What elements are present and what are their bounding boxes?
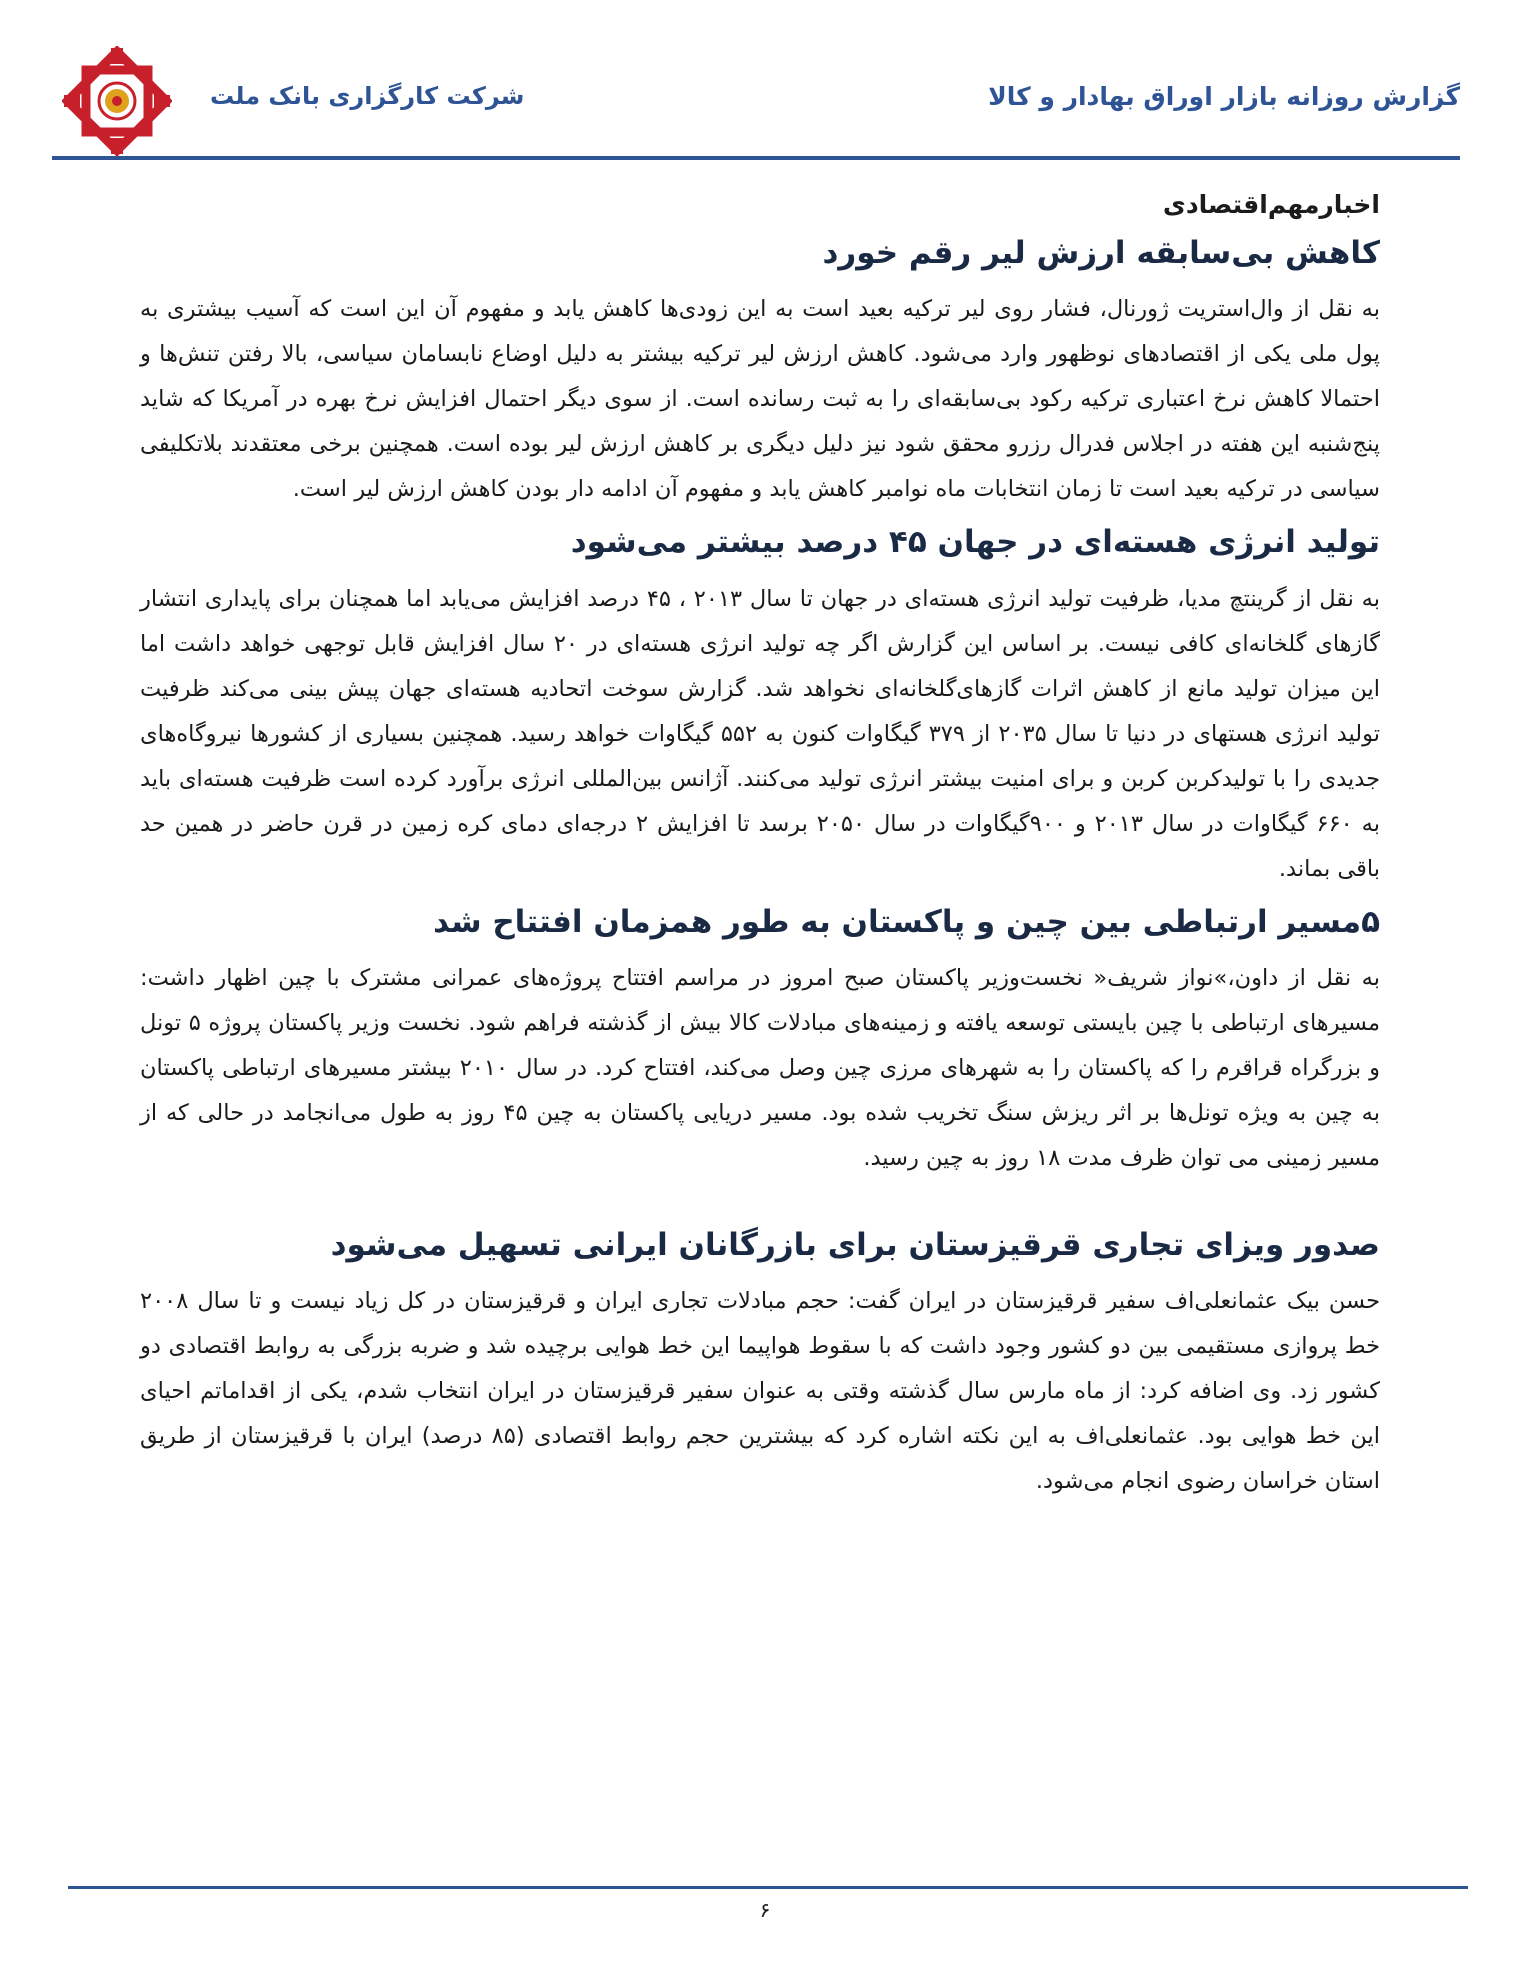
news-title: تولید انرژی هسته‌ای در جهان ۴۵ درصد بیشتر می‌شود <box>570 524 1380 561</box>
news-body: به نقل از گرینتچ مدیا، ظرفیت تولید انرژی هسته‌ای در جهان تا سال ۲۰۱۳ ، ۴۵ درصد افزایش می‌یابد اما همچنان برای پایداری انتشار گازهای گلخانه‌ای کافی نیست. بر اساس این گزارش اگر چه تولید انرژی هسته‌ای در ۲۰ سال افزایش قابل توجهی خواهد داشت اما این میزان تولید مانع از کاهش اثرات گازهای‌گلخانه‌ای نخواهد شد. گزارش سوخت اتحادیه هسته‌ای جهان پیش بینی می‌کند ظرفیت تولید انرژی هستهای در دنیا تا سال ۲۰۳۵ از ۳۷۹ گیگاوات کنون به ۵۵۲ گیگاوات خواهد رسید. همچنین بسیاری از کشورها نیروگاه‌های جدیدی را با تولیدکربن کربن و برای امنیت بیشتر انرژی تولید می‌کنند. آژانس بین‌المللی انرژی برآورد کرده است ظرفیت هسته‌ای باید به ۶۶۰ گیگاوات در سال ۲۰۱۳ و ۹۰۰گیگاوات در سال ۲۰۵۰ برسد تا افزایش ۲ درجه‌ای دمای کره زمین در قرن حاضر در همین حد باقی بماند. <box>140 585 1381 882</box>
section-label: اخبارمهم‌اقتصادی <box>1162 190 1380 219</box>
news-body: حسن بیک عثمانعلی‌اف سفیر قرقیزستان در ایران گفت: حجم مبادلات تجاری ایران و قرقیزستان در کل زیاد نیست و تا سال ۲۰۰۸ خط پروازی مستقیمی بین دو کشور وجود داشت که با سقوط هواپیما این خط هوایی برچیده شد و ضربه بزرگی به روابط اقتصادی دو کشور زد. وی اضافه کرد: از ماه مارس سال گذشته وقتی به عنوان سفیر قرقیزستان در ایران انتخاب شدم، یکی از اقداماتم احیای این خط هوایی بود. عثمانعلی‌اف به این نکته اشاره کرد که بیشترین حجم روابط اقتصادی (۸۵ درصد) ایران با قرقیزستان از طریق استان خراسان رضوی انجام می‌شود. <box>140 1288 1380 1495</box>
page-header <box>50 40 1460 160</box>
news-article <box>140 902 1380 1181</box>
report-title: گزارش روزانه بازار اوراق بهادار و کالا <box>988 82 1460 111</box>
company-name: شرکت کارگزاری بانک ملت <box>210 82 525 110</box>
news-title: صدور ویزای تجاری قرقیزستان برای بازرگانان ایرانی تسهیل می‌شود <box>330 1226 1380 1263</box>
page-number: ۶ <box>759 1898 771 1922</box>
news-article <box>140 522 1380 891</box>
news-article <box>140 233 1380 512</box>
news-title: ۵مسیر ارتباطی بین چین و پاکستان به طور همزمان افتتاح شد <box>433 903 1380 940</box>
news-body: به نقل از داون،»نواز شریف« نخست‌وزیر پاکستان صبح امروز در مراسم افتتاح پروژه‌های عمرانی مشترک با چین اظهار داشت: مسیرهای ارتباطی با چین بایستی توسعه یافته و زمینه‌های مبادلات کالا بیش از گذشته فراهم شود. نخست وزیر پاکستان پروژه ۵ تونل و بزرگراه قراقرم را که پاکستان را به شهرهای مرزی چین وصل می‌کند، افتتاح کرد. در سال ۲۰۱۰ بیشتر مسیرهای ارتباطی پاکستان به چین به ویژه تونل‌ها بر اثر ریزش سنگ تخریب شده بود. مسیر دریایی پاکستان به چین ۴۵ روز به طول می‌انجامد در حالی که از مسیر زمینی می توان ظرف مدت ۱۸ روز به چین رسید. <box>140 964 1381 1171</box>
spacer <box>140 1191 1380 1225</box>
footer-divider <box>68 1886 1468 1889</box>
bank-mellat-logo-icon <box>62 46 172 156</box>
header-divider <box>52 156 1460 160</box>
news-article <box>140 1225 1380 1504</box>
news-title: کاهش بی‌سابقه ارزش لیر رقم خورد <box>822 235 1380 271</box>
page-content <box>140 190 1380 1514</box>
news-body: به نقل از وال‌استریت ژورنال، فشار روی لیر ترکیه بعید است به این زودی‌ها کاهش یابد و مفهوم آن این است که آسیب بیشتری به پول ملی یکی از اقتصادهای نوظهور وارد می‌شود. کاهش ارزش لیر ترکیه بیشتر به دلیل اوضاع نابسامان سیاسی، بالا رفتن تنش‌ها و احتمالا کاهش نرخ اعتباری ترکیه رکود بی‌سابقه‌ای را به ثبت رسانده است. از سوی دیگر احتمال افزایش نرخ بهره در آمریکا که شاید پنج‌شنبه این هفته در اجلاس فدرال رزرو محقق شود نیز دلیل دیگری بر کاهش ارزش لیر بوده است. همچنین برخی معتقدند بلاتکلیفی سیاسی در ترکیه بعید است تا زمان انتخابات ماه نوامبر کاهش یابد و مفهوم آن ادامه دار بودن کاهش ارزش لیر است. <box>140 296 1380 503</box>
